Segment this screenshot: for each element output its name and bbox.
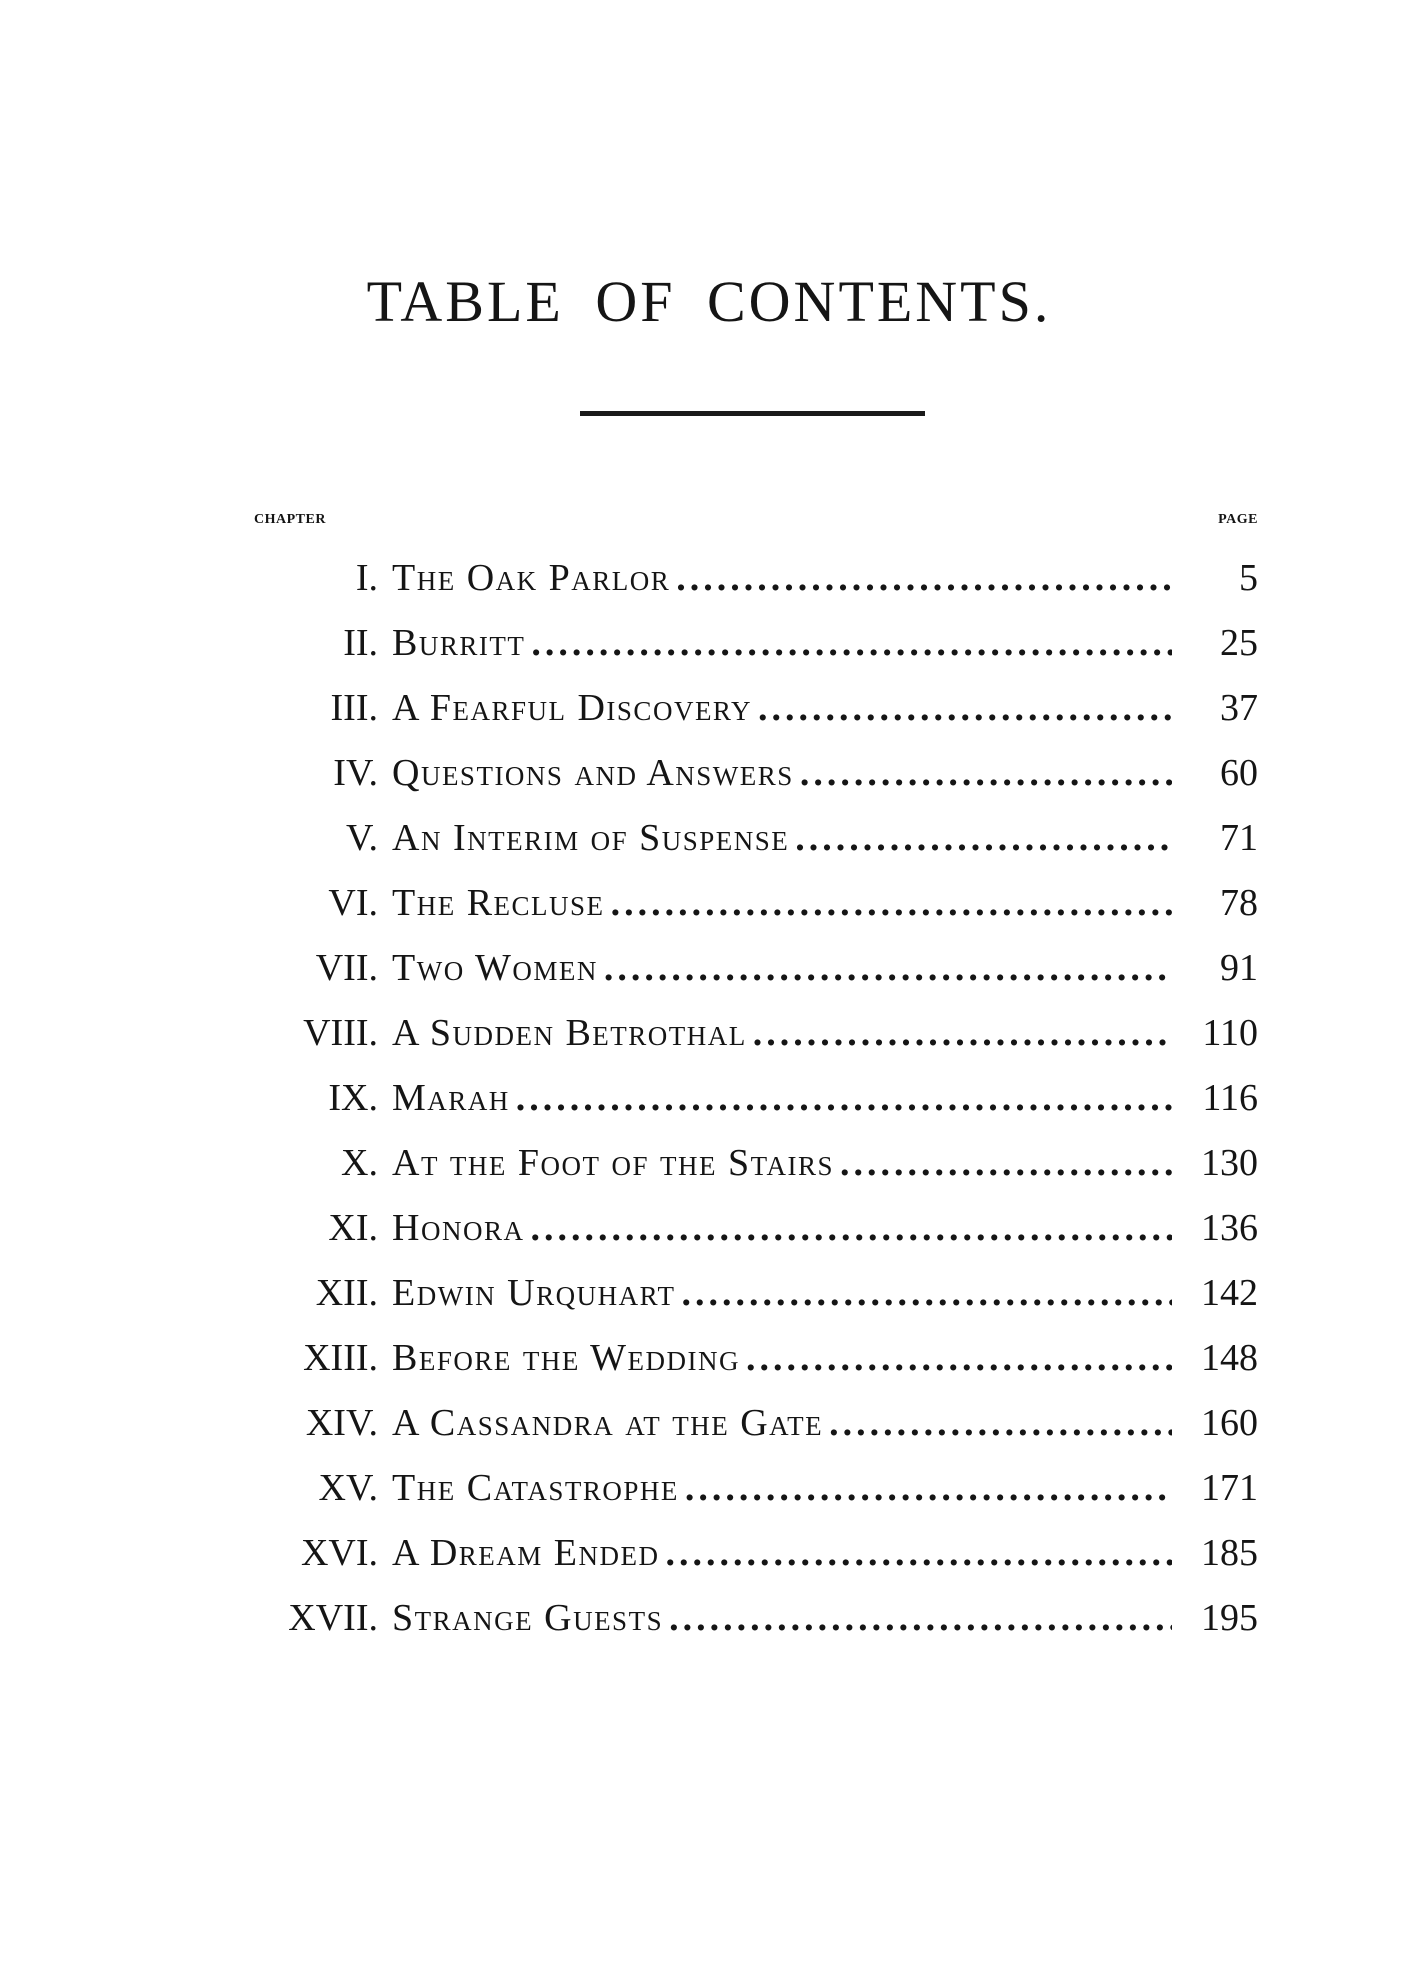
chapter-number: XIV. bbox=[305, 1402, 378, 1444]
chapter-title: Edwin Urquhart bbox=[392, 1272, 676, 1314]
page-number: 5 bbox=[1239, 557, 1258, 599]
chapter-number: VIII. bbox=[303, 1012, 378, 1054]
toc-row bbox=[0, 1066, 1418, 1130]
page-number: 25 bbox=[1220, 622, 1258, 664]
chapter-title: A Fearful Discovery bbox=[392, 687, 752, 729]
chapter-number: XIII. bbox=[303, 1337, 378, 1379]
chapter-title: A Cassandra at the Gate bbox=[392, 1402, 824, 1444]
chapter-number: XV. bbox=[318, 1467, 378, 1509]
page-number: 185 bbox=[1201, 1532, 1258, 1574]
chapter-title: The Catastrophe bbox=[392, 1467, 679, 1509]
dot-leader bbox=[746, 1326, 1172, 1390]
toc-row bbox=[0, 546, 1418, 610]
chapter-number: I. bbox=[355, 557, 378, 599]
dot-leader bbox=[604, 936, 1172, 1000]
dot-leader bbox=[682, 1261, 1172, 1325]
page-number: 37 bbox=[1220, 687, 1258, 729]
page-number: 142 bbox=[1201, 1272, 1258, 1314]
dot-leader bbox=[611, 871, 1172, 935]
dot-leader bbox=[669, 1586, 1172, 1650]
toc-row bbox=[0, 676, 1418, 740]
dot-leader bbox=[758, 676, 1172, 740]
chapter-title: A Dream Ended bbox=[392, 1532, 660, 1574]
page-title: TABLE OF CONTENTS. bbox=[366, 269, 1052, 334]
chapter-title: At the Foot of the Stairs bbox=[392, 1142, 835, 1184]
chapter-number: IV. bbox=[333, 752, 378, 794]
toc-row bbox=[0, 611, 1418, 675]
chapter-title: Strange Guests bbox=[392, 1597, 664, 1639]
chapter-title: Marah bbox=[392, 1077, 510, 1119]
dot-leader bbox=[666, 1521, 1173, 1585]
chapter-number: XI. bbox=[328, 1207, 378, 1249]
chapter-title: Questions and Answers bbox=[392, 752, 794, 794]
dot-leader bbox=[829, 1391, 1172, 1455]
dot-leader bbox=[530, 1196, 1172, 1260]
chapter-number: XVII. bbox=[288, 1597, 378, 1639]
toc-row bbox=[0, 1586, 1418, 1650]
chapter-number: XII. bbox=[315, 1272, 378, 1314]
chapter-number: V. bbox=[345, 817, 378, 859]
chapter-title: Before the Wedding bbox=[392, 1337, 740, 1379]
toc-row bbox=[0, 1391, 1418, 1455]
page-number: 171 bbox=[1201, 1467, 1258, 1509]
chapter-title: An Interim of Suspense bbox=[392, 817, 790, 859]
title-rule bbox=[580, 411, 925, 416]
page-number: 116 bbox=[1202, 1077, 1258, 1119]
dot-leader bbox=[676, 546, 1172, 610]
toc-row bbox=[0, 806, 1418, 870]
chapter-number: VII. bbox=[315, 947, 378, 989]
dot-leader bbox=[840, 1131, 1172, 1195]
toc-row bbox=[0, 871, 1418, 935]
toc-row bbox=[0, 1261, 1418, 1325]
page-number: 195 bbox=[1201, 1597, 1258, 1639]
dot-leader bbox=[795, 806, 1172, 870]
toc-row bbox=[0, 741, 1418, 805]
chapter-number: III. bbox=[330, 687, 378, 729]
toc-row bbox=[0, 1521, 1418, 1585]
page-number: 91 bbox=[1220, 947, 1258, 989]
chapter-number: IX. bbox=[328, 1077, 378, 1119]
page-number: 136 bbox=[1201, 1207, 1258, 1249]
page-number: 160 bbox=[1201, 1402, 1258, 1444]
page-column-header: page bbox=[1218, 506, 1258, 528]
page-number: 60 bbox=[1220, 752, 1258, 794]
chapter-number: II. bbox=[343, 622, 378, 664]
toc-row bbox=[0, 936, 1418, 1000]
dot-leader bbox=[800, 741, 1172, 805]
chapter-title: Burritt bbox=[392, 622, 526, 664]
chapter-title: Two Women bbox=[392, 947, 598, 989]
chapter-column-header: chapter bbox=[254, 506, 326, 528]
page-number: 148 bbox=[1201, 1337, 1258, 1379]
chapter-number: VI. bbox=[328, 882, 378, 924]
chapter-title: The Recluse bbox=[392, 882, 605, 924]
page-number: 110 bbox=[1202, 1012, 1258, 1054]
dot-leader bbox=[531, 611, 1172, 675]
chapter-title: Honora bbox=[392, 1207, 525, 1249]
chapter-title: The Oak Parlor bbox=[392, 557, 671, 599]
page-number: 130 bbox=[1201, 1142, 1258, 1184]
toc-row bbox=[0, 1001, 1418, 1065]
dot-leader bbox=[516, 1066, 1172, 1130]
page-number: 78 bbox=[1220, 882, 1258, 924]
page-number: 71 bbox=[1220, 817, 1258, 859]
toc-row bbox=[0, 1456, 1418, 1520]
toc-row bbox=[0, 1326, 1418, 1390]
dot-leader bbox=[685, 1456, 1172, 1520]
toc-row bbox=[0, 1196, 1418, 1260]
chapter-number: XVI. bbox=[300, 1532, 378, 1574]
chapter-number: X. bbox=[341, 1142, 378, 1184]
toc-row bbox=[0, 1131, 1418, 1195]
chapter-title: A Sudden Betrothal bbox=[392, 1012, 747, 1054]
dot-leader bbox=[753, 1001, 1172, 1065]
